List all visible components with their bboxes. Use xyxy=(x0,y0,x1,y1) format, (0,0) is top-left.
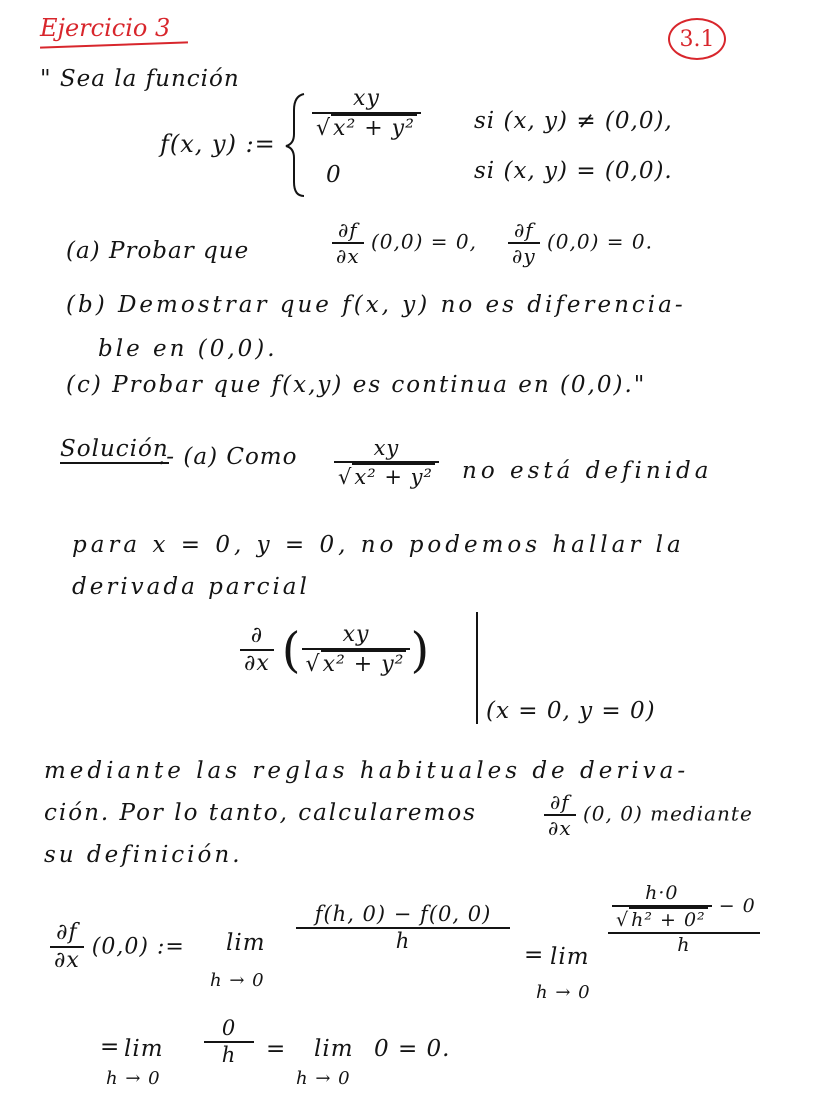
solution-line6: su definición. xyxy=(44,842,243,868)
eq2-equals: = xyxy=(100,1034,121,1060)
solution-part-a-intro: .- (a) Como xyxy=(158,444,298,470)
numerator: xy xyxy=(342,622,370,647)
eq2-equals-2: = xyxy=(266,1036,287,1062)
eq2-lim-sub: h → 0 xyxy=(106,1068,161,1089)
denominator: ∂x xyxy=(244,651,270,677)
part-a-partial-y xyxy=(508,218,653,268)
eq2-fraction xyxy=(204,1016,254,1068)
part-a-partial-x xyxy=(332,218,477,268)
function-lhs: f(x, y) := xyxy=(160,130,276,158)
not-defined-text: no está definida xyxy=(462,458,713,484)
eq1-lim-sub: h → 0 xyxy=(210,970,265,991)
case1-condition: si (x, y) ≠ (0,0), xyxy=(474,108,673,134)
solution-line3: derivada parcial xyxy=(72,574,310,600)
denominator: h xyxy=(677,933,691,956)
numerator: h·0 xyxy=(645,882,679,904)
radicand: h² + 0² xyxy=(631,908,706,931)
numerator: ∂f xyxy=(56,920,78,945)
numerator: f(h, 0) − f(0, 0) xyxy=(314,902,492,926)
solution-label: Solución xyxy=(60,436,169,462)
denominator: h xyxy=(395,929,411,954)
sqrt-icon: √ x² + y² xyxy=(305,652,405,678)
eq1-lhs-rest: (0,0) := xyxy=(91,934,185,960)
numerator: ∂ xyxy=(250,623,264,648)
eq2-final: 0 = 0. xyxy=(374,1036,451,1062)
denominator: ∂x xyxy=(548,816,572,840)
partial-point-text: (0, 0) mediante xyxy=(582,801,753,826)
case1-numerator: xy xyxy=(353,86,380,111)
minus-zero: − 0 xyxy=(718,894,756,917)
eq2-lim2-sub: h → 0 xyxy=(296,1068,351,1089)
eq2-lim: lim xyxy=(124,1036,164,1062)
numerator: ∂f xyxy=(549,790,570,814)
left-paren: ( xyxy=(281,622,302,679)
radicand: x² + y² xyxy=(354,465,433,490)
solution-line4: mediante las reglas habituales de deriva- xyxy=(44,758,690,784)
part-b-line1: (b) Demostrar que f(x, y) no es diferencia- xyxy=(66,292,686,318)
right-paren: ) xyxy=(410,622,431,679)
denominator: ∂x xyxy=(336,244,360,268)
denominator: ∂y xyxy=(512,244,536,268)
statement-intro: " Sea la función xyxy=(40,66,240,92)
eq1-lim2: lim xyxy=(550,944,590,970)
case2-condition: si (x, y) = (0,0). xyxy=(474,158,673,184)
solution-line5-partial xyxy=(544,790,753,840)
page-number-badge: 3.1 xyxy=(668,18,726,60)
partial-y-value: (0,0) = 0. xyxy=(547,229,653,254)
eq1-lim: lim xyxy=(226,930,266,956)
exercise-title: Ejercicio 3 xyxy=(40,14,171,42)
solution-fraction xyxy=(334,436,439,490)
derivative-expression xyxy=(240,622,430,679)
eq1-equals: = xyxy=(524,942,545,968)
case1-fraction xyxy=(312,86,421,143)
eq1-lhs xyxy=(50,920,185,975)
evaluation-point: (x = 0, y = 0) xyxy=(486,698,656,724)
numerator: ∂f xyxy=(337,218,358,242)
cases-brace xyxy=(282,90,312,200)
numerator: xy xyxy=(373,436,400,460)
eq1-fraction xyxy=(296,902,510,954)
eq2-lim2: lim xyxy=(314,1036,354,1062)
eq1-lim2-sub: h → 0 xyxy=(536,982,591,1003)
numerator: 0 xyxy=(221,1016,237,1040)
sqrt-icon: √ x² + y² xyxy=(316,116,415,142)
denominator: ∂x xyxy=(54,948,80,974)
radicand: x² + y² xyxy=(322,652,405,678)
sqrt-icon: √ h² + 0² xyxy=(616,908,706,931)
solution-line2: para x = 0, y = 0, no podemos hallar la xyxy=(72,532,685,558)
sqrt-icon: √ x² + y² xyxy=(338,465,433,490)
part-c-line: (c) Probar que f(x,y) es continua en (0,0)." xyxy=(66,372,647,398)
title-underline xyxy=(40,41,188,48)
case1-radicand: x² + y² xyxy=(333,116,415,142)
case2-value: 0 xyxy=(326,162,342,188)
partial-x-value: (0,0) = 0, xyxy=(370,229,477,254)
evaluation-bar xyxy=(476,612,478,724)
denominator: h xyxy=(221,1043,237,1068)
numerator: ∂f xyxy=(513,218,534,242)
part-b-line2: ble en (0,0). xyxy=(98,336,278,362)
eq1-right-fraction xyxy=(608,882,760,956)
solution-line5-a: ción. Por lo tanto, calcularemos xyxy=(44,800,477,826)
part-a-label: (a) Probar que xyxy=(66,238,250,264)
